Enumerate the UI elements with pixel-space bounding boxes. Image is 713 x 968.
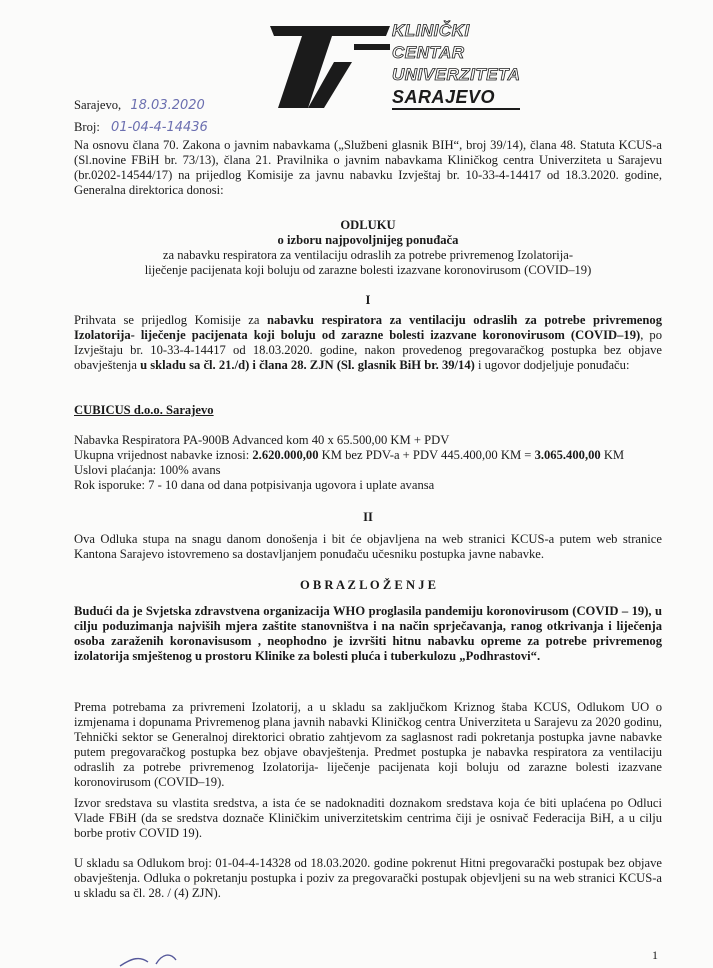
handwritten-date: 18.03.2020 [130,98,205,113]
section-1-text-c: i ugovor dodjeljuje ponuđaču: [474,358,630,372]
number-label: Broj: [74,120,100,134]
number-line [74,120,208,135]
kcus-logo-text [392,20,520,110]
details-line-2: Ukupna vrijednost nabavke iznosi: 2.620.000,00 KM bez PDV-a + PDV 445.400,00 KM = 3.065.400,00 KM [74,448,625,462]
logo-line-4: SARAJEVO [392,86,520,110]
logo-line-3: UNIVERZITETA [392,65,521,84]
explanation-para-2: Prema potrebama za privremeni Izolatorij, a u skladu sa zaključkom Kriznog štaba KCUS, Odlukom UO o izmjenama i dopunama Privremenog plana javnih nabavki Kliničkog centra Univerziteta u Sarajevu za 2020 godinu, Tehnički sektor se Generalnoj direktorici obratio zahtjevom za saglasnost radi pokretanja postupka javne nabavke putem pregovaračkog postupka bez objave obavještenja. Predmet postupka je nabavka respiratora za ventilaciju odraslih za potrebe privremenog Izolatorija- liječenje pacijenata koji boluju od zarazne bolesti izazvane koronovirusom (COVID–19). [74,700,662,789]
preamble-paragraph: Na osnovu člana 70. Zakona o javnim nabavkama („Službeni glasnik BIH“, broj 39/14), člana 48. Statuta KCUS-a (Sl.novine FBiH br. 73/13), člana 21. Pravilnika o javnim nabavkama Kliničkog centra Univerziteta u Sarajevu (br.0202-14544/17) na prijedlog Komisije za javnu nabavku Izvještaj br. 10-33-4-14417 od 18.3.2020. godine, Generalna direktorica donosi: [74,138,662,197]
explanation-para-1: Budući da je Svjetska zdravstvena organizacija WHO proglasila pandemiju koronovirusom (COVID – 19), u cilju poduzimanja najviših mjera zaštite stanovništva i na način sprječavanja, ranog otkrivanja i liječenja osoba zaraženih koronavisusom , neophodno je izvršiti hitnu nabavku opreme za potrebe privremenog izolatorija smještenog u prostoru Klinike za bolesti pluća i tuberkulozu „Podhrastovi“. [74,604,662,663]
details-line-1: Nabavka Respiratora PA-900B Advanced kom 40 x 65.500,00 KM + PDV [74,433,450,447]
section-1-numeral: I [365,293,371,307]
explanation-para-4: U skladu sa Odlukom broj: 01-04-4-14328 od 18.03.2020. godine pokrenut Hitni pregovarački postupak bez objave obavještenja. Odluka o pokretanju postupka i poziv za pregovarački postupak objevljeni su na web stranici KCUS-a u skladu sa čl. 28. / (4) ZJN). [74,856,662,900]
section-1-text-bold2: u skladu sa čl. 21./d) i člana 28. ZJN (Sl. glasnik BiH br. 39/14) [140,358,475,372]
details-line-4: Rok isporuke: 7 - 10 dana od dana potpisivanja ugovora i uplate avansa [74,478,435,492]
logo-line-1: KLINIČKI [392,21,470,40]
procurement-details [74,433,662,493]
place-date-line [74,98,205,113]
signature-fragment [118,948,208,968]
title-sub: o izboru najpovoljnijeg ponuđača [277,233,459,247]
explanation-para-3: Izvor sredstava su vlastita sredstva, a ista će se nadoknaditi doznakom sredstava koja će biti uplaćena po Odluci Vlade FBiH (da se sredstva doznače Kliničkim univerzitetskim centrima čiji je osnivač Federacija BiH, a u cilju borbe protiv COVID 19). [74,796,662,840]
kcus-logo-mark [262,22,392,112]
decision-title [74,218,662,278]
logo-line-2: CENTAR [392,43,465,62]
bidder-name: CUBICUS d.o.o. Sarajevo [74,403,214,417]
page-number: 1 [652,948,658,962]
section-1-text-a: Prihvata se prijedlog Komisije za [74,313,268,327]
details-line-3: Uslovi plaćanja: 100% avans [74,463,221,477]
section-1-paragraph [74,313,662,373]
title-line-3: za nabavku respiratora za ventilaciju odraslih za potrebe privremenog Izolatorija- [162,248,574,262]
title-main: ODLUKU [340,218,396,232]
section-2-paragraph: Ova Odluka stupa na snagu danom donošenja i bit će objavljena na web stranici KCUS-a putem web stranice Kantona Sarajevo istovremeno sa dostavljanjem ponuđaču učesniku postupka javne nabavke. [74,532,662,561]
title-line-4: liječenje pacijenata koji boluju od zarazne bolesti izazvane koronovirusom (COVID–19) [144,263,592,277]
section-2-numeral: II [363,510,373,524]
explanation-heading: O B R A Z L O Ž E N J E [299,578,437,592]
handwritten-number: 01-04-4-14436 [111,120,208,135]
section-1-text-b: , po Izvještaju br. 10-33-4-14417 od 18.03.2020. godine, nakon provedenog pregovaračkog postupka bez objave obavještenja [74,328,663,372]
section-1-text-bold: nabavku respiratora za ventilaciju odraslih za potrebe privremenog Izolatorija- liječenje pacijenata koji boluju od zarazne bolesti izazvane koronovirusom (COVID–19) [74,313,662,342]
place-label: Sarajevo, [74,98,122,112]
